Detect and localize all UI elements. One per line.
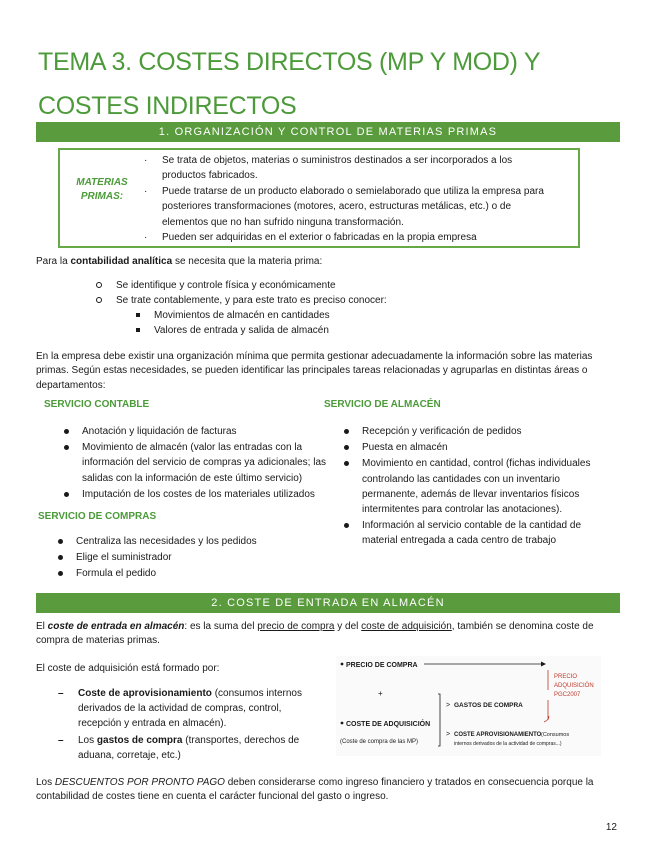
intro-pre: El xyxy=(36,621,48,632)
analitica-subitem: Movimientos de almacén en cantidades xyxy=(132,308,592,323)
diagram-bullet xyxy=(341,663,344,666)
definition-list xyxy=(144,153,554,245)
section-1-header: 1. ORGANIZACIÓN Y CONTROL DE MATERIAS PRIMAS xyxy=(36,122,620,142)
analitica-list xyxy=(92,278,592,308)
analitica-item: Se trate contablemente, y para este trato es preciso conocer: xyxy=(92,293,592,308)
definition-label-line2: PRIMAS: xyxy=(80,191,124,202)
diagram-hand-3: PGC2007 xyxy=(554,692,581,698)
servicio-compras-item: Elige el suministrador xyxy=(54,550,326,565)
intro-precio-compra: precio de compra xyxy=(257,621,335,632)
analitica-item: Se identifique y controle física y económicamente xyxy=(92,278,592,293)
analitica-intro xyxy=(36,255,322,269)
descuentos-pre: Los xyxy=(36,777,55,788)
adquisicion-list xyxy=(58,686,316,765)
adquisicion-item-term: gastos de compra xyxy=(96,735,183,746)
analitica-sublist xyxy=(132,308,592,338)
servicio-contable-item: Anotación y liquidación de facturas xyxy=(60,424,332,439)
servicio-contable-item: Movimiento de almacén (valor las entradas con la información del servicio de compras ya adicionales; las salidas con la información de este último servicio) xyxy=(60,440,332,486)
adquisicion-item-term: Coste de aprovisionamiento xyxy=(78,688,212,699)
definition-item: · Pueden ser adquiridas en el exterior o fabricadas en la propia empresa xyxy=(144,230,554,245)
servicio-compras-item: Formula el pedido xyxy=(54,566,326,581)
adquisicion-item xyxy=(58,686,316,731)
adquisicion-item-desc: (consumos internos derivados de la actividad de compras, control, recepción y entrada en almacén). xyxy=(78,688,302,729)
servicio-compras-item: Centraliza las necesidades y los pedidos xyxy=(54,534,326,549)
servicio-almacen-item: Información al servicio contable de la cantidad de material entregada a cada centro de trabajo xyxy=(340,518,612,548)
intro-term: coste de entrada en almacén xyxy=(47,621,185,632)
intro-mid2: y del xyxy=(334,621,362,632)
coste-diagram xyxy=(336,656,601,756)
page-title-line1: TEMA 3. COSTES DIRECTOS (MP Y MOD) Y xyxy=(38,48,541,76)
diagram-precio: PRECIO DE COMPRA xyxy=(346,662,418,669)
diagram-bullet xyxy=(341,722,344,725)
descuentos-term: DESCUENTOS POR PRONTO PAGO xyxy=(54,777,225,788)
analitica-post: se necesita que la materia prima: xyxy=(172,256,323,267)
servicio-contable-heading: SERVICIO CONTABLE xyxy=(44,399,150,410)
diagram-plus: + xyxy=(378,689,383,698)
adquisicion-item xyxy=(58,733,316,763)
definition-label-line1: MATERIAS xyxy=(76,177,128,188)
page-number: 12 xyxy=(605,822,617,833)
servicio-almacen-list xyxy=(340,424,612,550)
analitica-term: contabilidad analítica xyxy=(70,256,173,267)
diagram-hand-1: PRECIO xyxy=(554,674,578,680)
page-title-line2: COSTES INDIRECTOS xyxy=(38,92,297,120)
descuentos-post: deben considerarse como ingreso financiero y tratados en consecuencia porque la contabilidad de costes tiene en cuenta el carácter funcional del gasto o ingreso. xyxy=(36,777,594,803)
diagram-aprov: COSTE APROVISIONAMIENTO xyxy=(454,732,542,738)
diagram-hand-2: ADQUISICIÓN xyxy=(554,683,594,689)
intro-coste-adquisicion: coste de adquisición xyxy=(361,621,452,632)
intro-post: , también se denomina coste de compra de materias primas. xyxy=(36,621,594,647)
servicio-compras-list xyxy=(54,534,326,583)
diagram-coste-compra: (Coste de compra de las MP) xyxy=(340,739,419,745)
servicio-contable-list xyxy=(60,424,332,503)
definition-item: · Puede tratarse de un producto elaborado o semielaborado que utiliza la empresa para posteriores transformaciones (motores, acero, estructuras metálicas, etc.) o de elementos que no han sufrido ninguna transformación. xyxy=(144,184,554,230)
servicio-almacen-item: Recepción y verificación de pedidos xyxy=(340,424,612,439)
descuentos-paragraph xyxy=(36,776,620,805)
adquisicion-item-pre: Los xyxy=(78,735,97,746)
intro-mid1: : es la suma del xyxy=(184,621,258,632)
adquisicion-lead: El coste de adquisición está formado por: xyxy=(36,663,220,674)
section-2-header: 2. COSTE DE ENTRADA EN ALMACÉN xyxy=(36,593,620,613)
coste-entrada-intro xyxy=(36,620,620,649)
diagram-chevron-icon: > xyxy=(446,702,451,709)
organizacion-paragraph: En la empresa debe existir una organización mínima que permita gestionar adecuadamente la información sobre las materias primas. Según estas necesidades, se pueden identificar las principales tareas relacionadas y agruparlas en distintas áreas o departamentos: xyxy=(36,351,593,391)
diagram-aprov-note2: internos derivados de la actividad de compras...) xyxy=(454,741,562,747)
diagram-chevron-icon: > xyxy=(446,731,451,738)
servicio-almacen-item: Puesta en almacén xyxy=(340,440,612,455)
servicio-almacen-item: Movimiento en cantidad, control (fichas individuales controlando las cantidades con un inventario permanente, además de llevar inventarios físicos intermitentes para controlar las anotaciones). xyxy=(340,456,612,517)
definition-item: · Se trata de objetos, materias o suministros destinados a ser incorporados a los productos fabricados. xyxy=(144,153,554,184)
diagram-gastos: GASTOS DE COMPRA xyxy=(454,702,523,709)
analitica-subitem: Valores de entrada y salida de almacén xyxy=(132,323,592,338)
adquisicion-item-desc: (transportes, derechos de aduana, corretaje, etc.) xyxy=(78,735,300,761)
definition-label xyxy=(70,176,134,204)
servicio-almacen-heading: SERVICIO DE ALMACÉN xyxy=(324,399,441,410)
page-title xyxy=(38,40,540,128)
diagram-coste-adq: COSTE DE ADQUISICIÓN xyxy=(346,721,431,728)
analitica-pre: Para la xyxy=(36,256,71,267)
diagram-aprov-note1: (Consumos xyxy=(541,732,570,738)
servicio-contable-item: Imputación de los costes de los materiales utilizados xyxy=(60,487,332,502)
servicio-compras-heading: SERVICIO DE COMPRAS xyxy=(38,511,157,522)
